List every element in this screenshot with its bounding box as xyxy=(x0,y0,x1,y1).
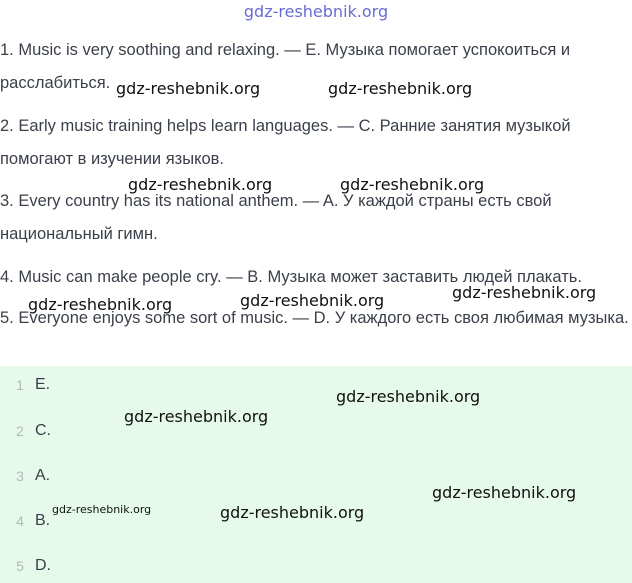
watermark: gdz-reshebnik.org xyxy=(328,79,473,98)
watermark: gdz-reshebnik.org xyxy=(452,283,597,302)
answer-value: A. xyxy=(35,467,51,484)
answer-number: 5 xyxy=(16,558,24,574)
watermark-top: gdz-reshebnik.org xyxy=(243,2,389,21)
answer-number: 1 xyxy=(16,377,24,393)
answer-number: 3 xyxy=(16,468,24,484)
watermark: gdz-reshebnik.org xyxy=(432,483,577,502)
answer-value: C. xyxy=(35,422,51,439)
answer-value: D. xyxy=(35,557,51,574)
watermark: gdz-reshebnik.org xyxy=(128,175,273,194)
answer-value: B. xyxy=(35,512,51,529)
exercise-item-5: 5. Everyone enjoys some sort of music. — D. У каждого есть своя любимая музыка. xyxy=(0,309,629,327)
watermark: gdz-reshebnik.org xyxy=(340,175,485,194)
watermark: gdz-reshebnik.org xyxy=(52,503,152,516)
exercise-item-3: 3. Every country has its national anthem. — A. У каждой страны есть свой национальный гимн. xyxy=(0,192,552,243)
answer-value: E. xyxy=(35,376,51,393)
watermark: gdz-reshebnik.org xyxy=(116,79,261,98)
answer-number: 4 xyxy=(16,513,24,529)
exercise-item-1: 1. Music is very soothing and relaxing. — E. Музыка помогает успокоиться и расслабиться. xyxy=(0,41,571,92)
answer-number: 2 xyxy=(16,423,24,439)
answer-panel xyxy=(0,366,632,583)
watermark: gdz-reshebnik.org xyxy=(336,387,481,406)
watermark: gdz-reshebnik.org xyxy=(28,295,173,314)
exercise-item-2: 2. Early music training helps learn languages. — C. Ранние занятия музыкой помогают в изучении языков. xyxy=(0,117,571,168)
exercise-item-4: 4. Music can make people cry. — B. Музыка может заставить людей плакать. xyxy=(0,268,582,286)
watermark: gdz-reshebnik.org xyxy=(240,291,385,310)
watermark: gdz-reshebnik.org xyxy=(124,407,269,426)
watermark: gdz-reshebnik.org xyxy=(220,503,365,522)
